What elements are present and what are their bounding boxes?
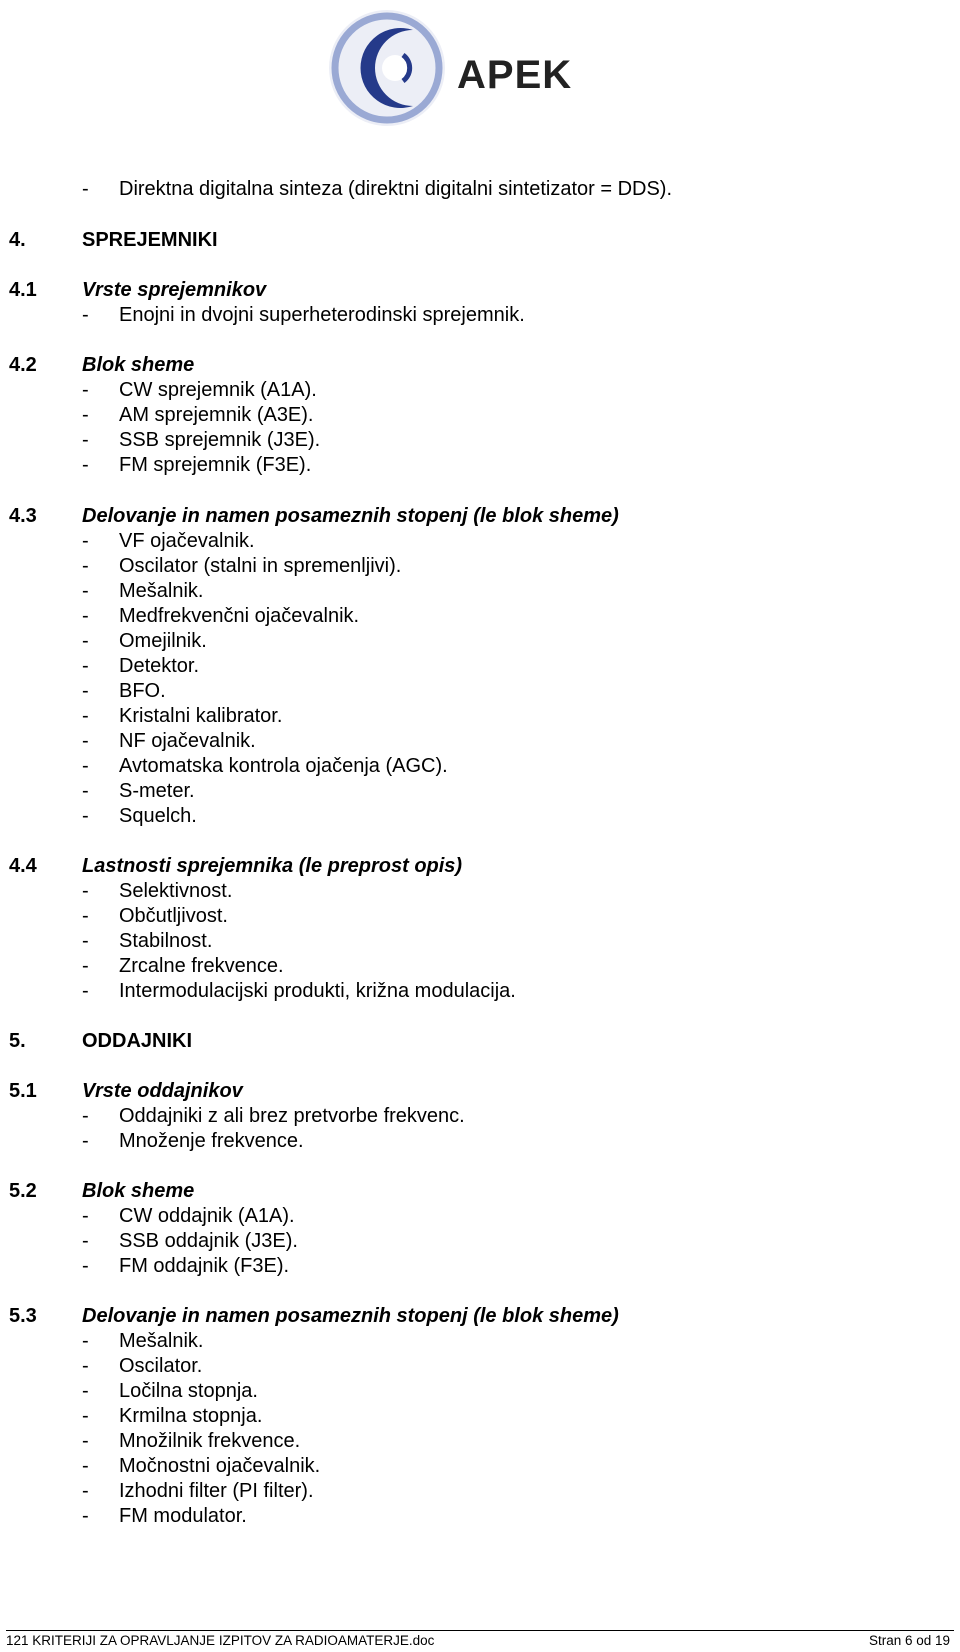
list-item-text: FM sprejemnik (F3E). — [119, 454, 312, 476]
list-item-text: Oscilator. — [119, 1355, 203, 1377]
bullet-dash: - — [82, 755, 89, 777]
bullet-dash: - — [82, 1255, 89, 1277]
bullet-dash: - — [82, 680, 89, 702]
bullet-dash: - — [82, 1405, 89, 1427]
list-item-text: CW sprejemnik (A1A). — [119, 379, 317, 401]
list-item-text: Mešalnik. — [119, 580, 204, 602]
list-item-text: BFO. — [119, 680, 166, 702]
list-item-text: Squelch. — [119, 805, 197, 827]
heading-title: Delovanje in namen posameznih stopenj (le blok sheme) — [82, 505, 619, 527]
list-item-text: Krmilna stopnja. — [119, 1405, 263, 1427]
heading-number: 5.3 — [9, 1305, 37, 1327]
bullet-dash: - — [82, 955, 89, 977]
list-item-text: Omejilnik. — [119, 630, 207, 652]
list-item-text: SSB oddajnik (J3E). — [119, 1230, 298, 1252]
list-item-text: NF ojačevalnik. — [119, 730, 256, 752]
list-item-text: Avtomatska kontrola ojačenja (AGC). — [119, 755, 448, 777]
bullet-dash: - — [82, 379, 89, 401]
list-item-text: Intermodulacijski produkti, križna modulacija. — [119, 980, 516, 1002]
heading-title: Delovanje in namen posameznih stopenj (le blok sheme) — [82, 1305, 619, 1327]
list-item-text: AM sprejemnik (A3E). — [119, 404, 314, 426]
bullet-dash: - — [82, 780, 89, 802]
bullet-dash: - — [82, 930, 89, 952]
list-item-text: Direktna digitalna sinteza (direktni digitalni sintetizator = DDS). — [119, 178, 673, 200]
list-item-text: Ločilna stopnja. — [119, 1380, 258, 1402]
heading-title: Blok sheme — [82, 354, 195, 376]
heading-number: 5. — [9, 1030, 26, 1052]
bullet-dash: - — [82, 178, 89, 200]
list-item-text: Detektor. — [119, 655, 200, 677]
heading-number: 4.3 — [9, 505, 37, 527]
bullet-dash: - — [82, 1455, 89, 1477]
list-item-text: FM oddajnik (F3E). — [119, 1255, 290, 1277]
list-item-text: Množilnik frekvence. — [119, 1430, 301, 1452]
bullet-dash: - — [82, 605, 89, 627]
bullet-dash: - — [82, 1330, 89, 1352]
bullet-dash: - — [82, 404, 89, 426]
bullet-dash: - — [82, 905, 89, 927]
list-item-text: Množenje frekvence. — [119, 1130, 304, 1152]
footer-filename: 121 KRITERIJI ZA OPRAVLJANJE IZPITOV ZA RADIOAMATERJE.doc — [6, 1633, 435, 1648]
heading-title: Vrste oddajnikov — [82, 1080, 243, 1102]
bullet-dash: - — [82, 1505, 89, 1527]
bullet-dash: - — [82, 1105, 89, 1127]
list-item-text: Zrcalne frekvence. — [119, 955, 284, 977]
bullet-dash: - — [82, 1230, 89, 1252]
bullet-dash: - — [82, 705, 89, 727]
list-item-text: Občutljivost. — [119, 905, 228, 927]
bullet-dash: - — [82, 655, 89, 677]
logo-wordmark: APEK — [457, 53, 573, 97]
bullet-dash: - — [82, 1355, 89, 1377]
list-item-text: Oddajniki z ali brez pretvorbe frekvenc. — [119, 1105, 465, 1127]
list-item-text: Stabilnost. — [119, 930, 213, 952]
list-item-text: S-meter. — [119, 780, 195, 802]
list-item-text: SSB sprejemnik (J3E). — [119, 429, 321, 451]
bullet-dash: - — [82, 1430, 89, 1452]
list-item-text: FM modulator. — [119, 1505, 247, 1527]
list-item-text: Oscilator (stalni in spremenljivi). — [119, 555, 402, 577]
bullet-dash: - — [82, 454, 89, 476]
list-item-text: Kristalni kalibrator. — [119, 705, 283, 727]
bullet-dash: - — [82, 1480, 89, 1502]
heading-number: 5.2 — [9, 1180, 37, 1202]
list-item-text: Močnostni ojačevalnik. — [119, 1455, 321, 1477]
heading-number: 4. — [9, 229, 26, 251]
list-item-text: Medfrekvenčni ojačevalnik. — [119, 605, 360, 627]
heading-title: ODDAJNIKI — [82, 1030, 193, 1052]
heading-title: Vrste sprejemnikov — [82, 279, 267, 301]
list-item-text: VF ojačevalnik. — [119, 530, 255, 552]
bullet-dash: - — [82, 805, 89, 827]
footer-divider — [6, 1630, 954, 1631]
heading-number: 4.2 — [9, 354, 37, 376]
list-item-text: Mešalnik. — [119, 1330, 204, 1352]
heading-number: 5.1 — [9, 1080, 37, 1102]
list-item-text: Izhodni filter (PI filter). — [119, 1480, 314, 1502]
heading-number: 4.1 — [9, 279, 37, 301]
list-item-text: CW oddajnik (A1A). — [119, 1205, 295, 1227]
heading-title: SPREJEMNIKI — [82, 229, 218, 251]
bullet-dash: - — [82, 304, 89, 326]
bullet-dash: - — [82, 880, 89, 902]
bullet-dash: - — [82, 580, 89, 602]
bullet-dash: - — [82, 630, 89, 652]
bullet-dash: - — [82, 1205, 89, 1227]
heading-title: Blok sheme — [82, 1180, 195, 1202]
bullet-dash: - — [82, 980, 89, 1002]
heading-number: 4.4 — [9, 855, 37, 877]
heading-title: Lastnosti sprejemnika (le preprost opis) — [82, 855, 463, 877]
list-item-text: Selektivnost. — [119, 880, 233, 902]
bullet-dash: - — [82, 429, 89, 451]
bullet-dash: - — [82, 1130, 89, 1152]
apek-logo — [325, 0, 590, 145]
bullet-dash: - — [82, 730, 89, 752]
footer-page-number: Stran 6 od 19 — [868, 1633, 950, 1648]
bullet-dash: - — [82, 530, 89, 552]
bullet-dash: - — [82, 555, 89, 577]
apek-logo-graphic — [325, 0, 590, 145]
list-item-text: Enojni in dvojni superheterodinski sprejemnik. — [119, 304, 525, 326]
bullet-dash: - — [82, 1380, 89, 1402]
